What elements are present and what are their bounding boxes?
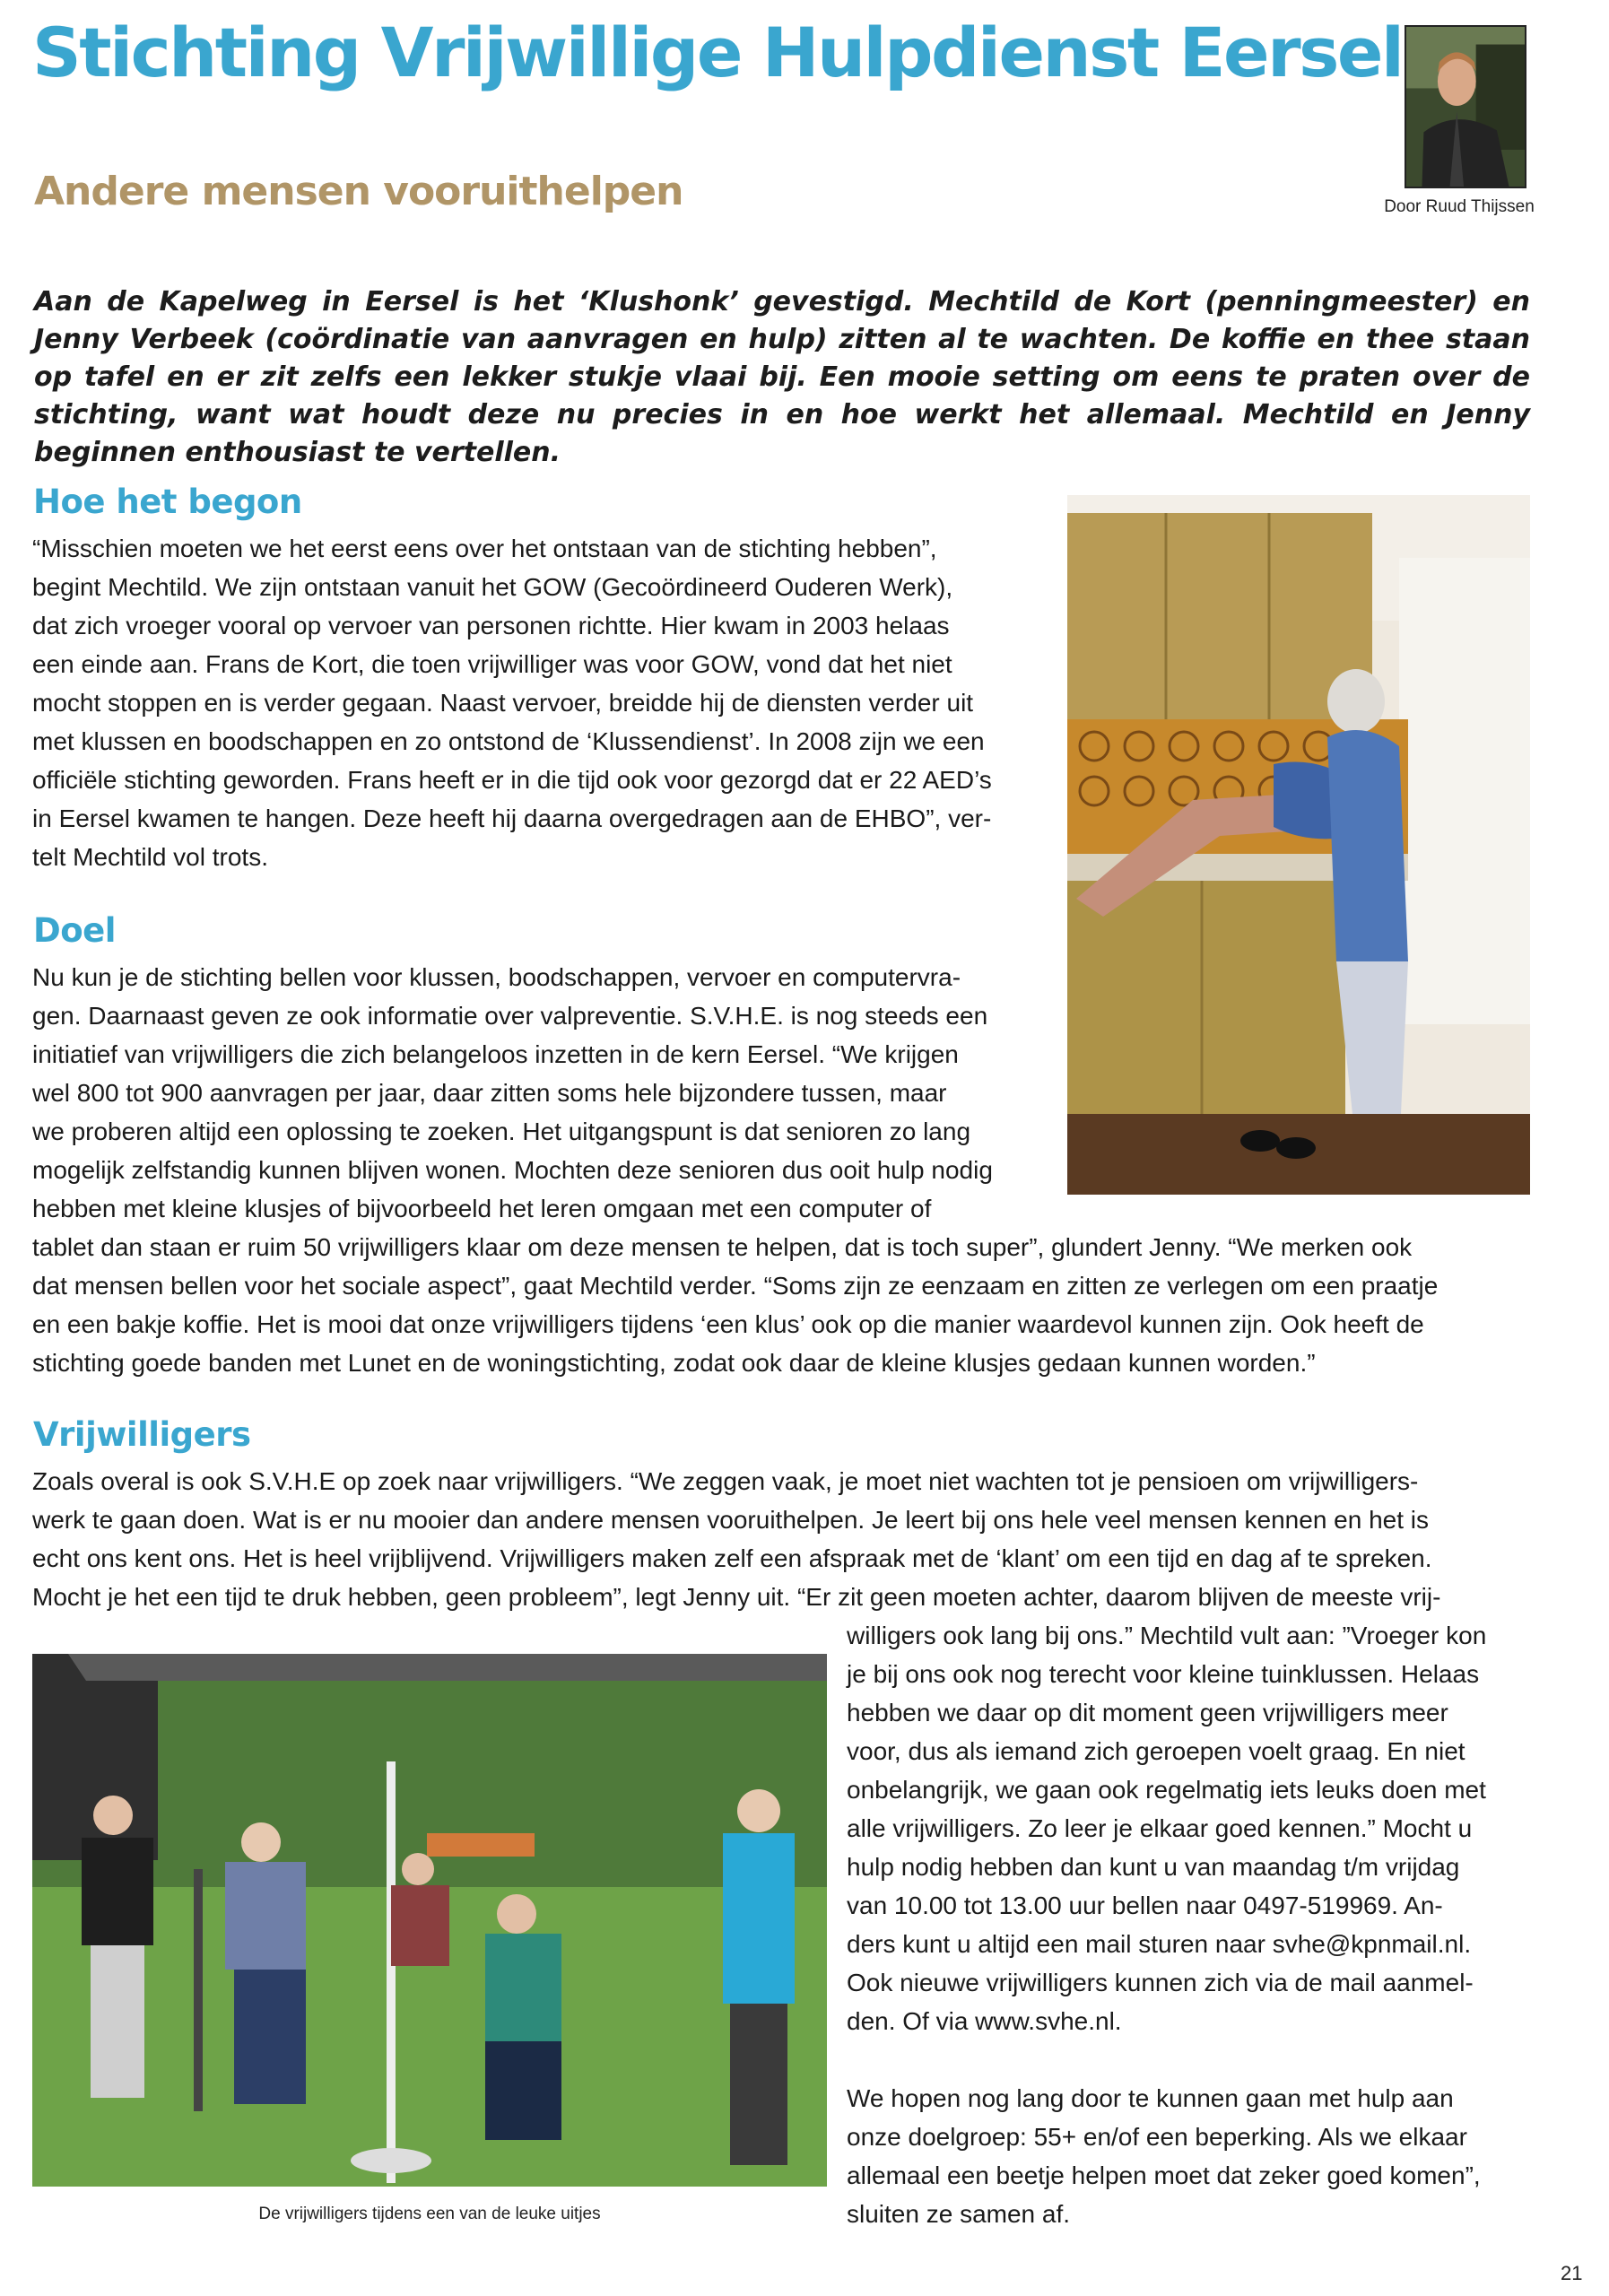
body-line: een einde aan. Frans de Kort, die toen vrijwilliger was voor GOW, vond dat het niet — [32, 650, 952, 678]
side-column-line: den. Of via www.svhe.nl. — [847, 2007, 1122, 2035]
body-line: in Eersel kwamen te hangen. Deze heeft hij daarna overgedragen aan de EHBO”, ver- — [32, 804, 992, 832]
side-column-line: allemaal een beetje helpen moet dat zeker goed komen”, — [847, 2161, 1481, 2189]
side-column-line: van 10.00 tot 13.00 uur bellen naar 0497-519969. An- — [847, 1892, 1443, 1919]
body-line: initiatief van vrijwilligers die zich belangeloos inzetten in de kern Eersel. “We krijgen — [32, 1040, 959, 1068]
side-column-line: ders kunt u altijd een mail sturen naar svhe@kpnmail.nl. — [847, 1930, 1472, 1958]
body-line: wel 800 tot 900 aanvragen per jaar, daar zitten soms hele bijzondere tussen, maar — [32, 1079, 947, 1107]
body-line: dat mensen bellen voor het sociale aspect”, gaat Mechtild verder. “Soms zijn ze eenzaam en zitten ze verlegen om een praatje — [32, 1272, 1439, 1300]
body-line: hebben met kleine klusjes of bijvoorbeeld het leren omgaan met een computer of — [32, 1195, 932, 1222]
page-number: 21 — [1561, 2262, 1583, 2284]
intro-paragraph: Aan de Kapelweg in Eersel is het ‘Klushonk’ gevestigd. Mechtild de Kort (penningmeester) en Jenny Verbeek (coördinatie van aanvragen en hulp) zitten al te wachten. De koffie en thee staan op tafel en er zit zelfs een lekker stukje vlaai bij. Een mooie setting om eens te praten over de stichting, want wat houdt deze nu precies in en hoe werkt het allemaal. Mechtild en Jenny beginnen enthousiast te vertellen. — [34, 286, 1530, 468]
side-column-line: hebben we daar op dit moment geen vrijwilligers meer — [847, 1699, 1448, 1726]
body-line: echt ons kent ons. Het is heel vrijblijvend. Vrijwilligers maken zelf een afspraak met de ‘klant’ om een tijd en dag af te spreken. — [32, 1544, 1432, 1572]
side-column-line: We hopen nog lang door te kunnen gaan met hulp aan — [847, 2084, 1454, 2112]
side-column-line: je bij ons ook nog terecht voor kleine tuinklussen. Helaas — [847, 1660, 1480, 1688]
body-line: “Misschien moeten we het eerst eens over het ontstaan van de stichting hebben”, — [32, 535, 937, 562]
section-heading-vrijwilligers: Vrijwilligers — [33, 1415, 251, 1454]
author-credit: Door Ruud Thijssen — [1384, 197, 1535, 216]
side-column-line: willigers ook lang bij ons.” Mechtild vult aan: ”Vroeger kon — [847, 1622, 1487, 1649]
article-subtitle: Andere mensen vooruithelpen — [34, 169, 683, 214]
body-line: Mocht je het een tijd te druk hebben, geen probleem”, legt Jenny uit. “Er zit geen moeten achter, daarom blijven de meeste vrij- — [32, 1583, 1441, 1611]
body-line: officiële stichting geworden. Frans heeft er in die tijd ook voor gezorgd dat er 22 AED’s — [32, 766, 992, 794]
body-line: werk te gaan doen. Wat is er nu mooier dan andere mensen vooruithelpen. Je leert bij ons hele veel mensen kennen en het is — [32, 1506, 1430, 1534]
side-column-line: Ook nieuwe vrijwilligers kunnen zich via de mail aanmel- — [847, 1969, 1474, 1996]
volunteers-photo — [32, 1654, 827, 2187]
kitchen-photo — [1067, 495, 1530, 1195]
body-line: Zoals overal is ook S.V.H.E op zoek naar vrijwilligers. “We zeggen vaak, je moet niet wachten tot je pensioen om vrijwilligers- — [32, 1467, 1419, 1495]
side-column-line: voor, dus als iemand zich geroepen voelt graag. En niet — [847, 1737, 1465, 1765]
photo-caption: De vrijwilligers tijdens een van de leuke uitjes — [258, 2205, 601, 2223]
body-line: gen. Daarnaast geven ze ook informatie over valpreventie. S.V.H.E. is nog steeds een — [32, 1002, 988, 1030]
body-line: stichting goede banden met Lunet en de woningstichting, zodat ook daar de kleine klusjes gedaan kunnen worden.” — [32, 1349, 1316, 1377]
body-line: we proberen altijd een oplossing te zoeken. Het uitgangspunt is dat senioren zo lang — [32, 1118, 971, 1145]
author-photo — [1405, 25, 1526, 188]
article-title: Stichting Vrijwillige Hulpdienst Eersel — [32, 13, 1403, 92]
side-column-line: onze doelgroep: 55+ en/of een beperking. Als we elkaar — [847, 2123, 1467, 2151]
body-line: telt Mechtild vol trots. — [32, 843, 268, 871]
section-heading-hoe-het-begon: Hoe het begon — [33, 483, 302, 521]
body-line: met klussen en boodschappen en zo ontstond de ‘Klussendienst’. In 2008 zijn we een — [32, 727, 985, 755]
body-line: mogelijk zelfstandig kunnen blijven wonen. Mochten deze senioren dus ooit hulp nodig — [32, 1156, 993, 1184]
side-column-line: sluiten ze samen af. — [847, 2200, 1071, 2228]
body-line: mocht stoppen en is verder gegaan. Naast vervoer, breidde hij de diensten verder uit — [32, 689, 974, 717]
section-heading-doel: Doel — [33, 911, 116, 950]
body-line: begint Mechtild. We zijn ontstaan vanuit het GOW (Gecoördineerd Ouderen Werk), — [32, 573, 953, 601]
side-column-line: alle vrijwilligers. Zo leer je elkaar goed kennen.” Mocht u — [847, 1814, 1473, 1842]
body-line: dat zich vroeger vooral op vervoer van personen richtte. Hier kwam in 2003 helaas — [32, 612, 950, 639]
body-line: tablet dan staan er ruim 50 vrijwilligers klaar om deze mensen te helpen, dat is toch super”, glundert Jenny. “We merken ook — [32, 1233, 1413, 1261]
side-column-line: hulp nodig hebben dan kunt u van maandag t/m vrijdag — [847, 1853, 1460, 1881]
side-column-line: onbelangrijk, we gaan ook regelmatig iets leuks doen met — [847, 1776, 1486, 1804]
body-line: en een bakje koffie. Het is mooi dat onze vrijwilligers tijdens ‘een klus’ ook op die manier waardevol kunnen zijn. Ook heeft de — [32, 1310, 1424, 1338]
body-line: Nu kun je de stichting bellen voor klussen, boodschappen, vervoer en computervra- — [32, 963, 961, 991]
